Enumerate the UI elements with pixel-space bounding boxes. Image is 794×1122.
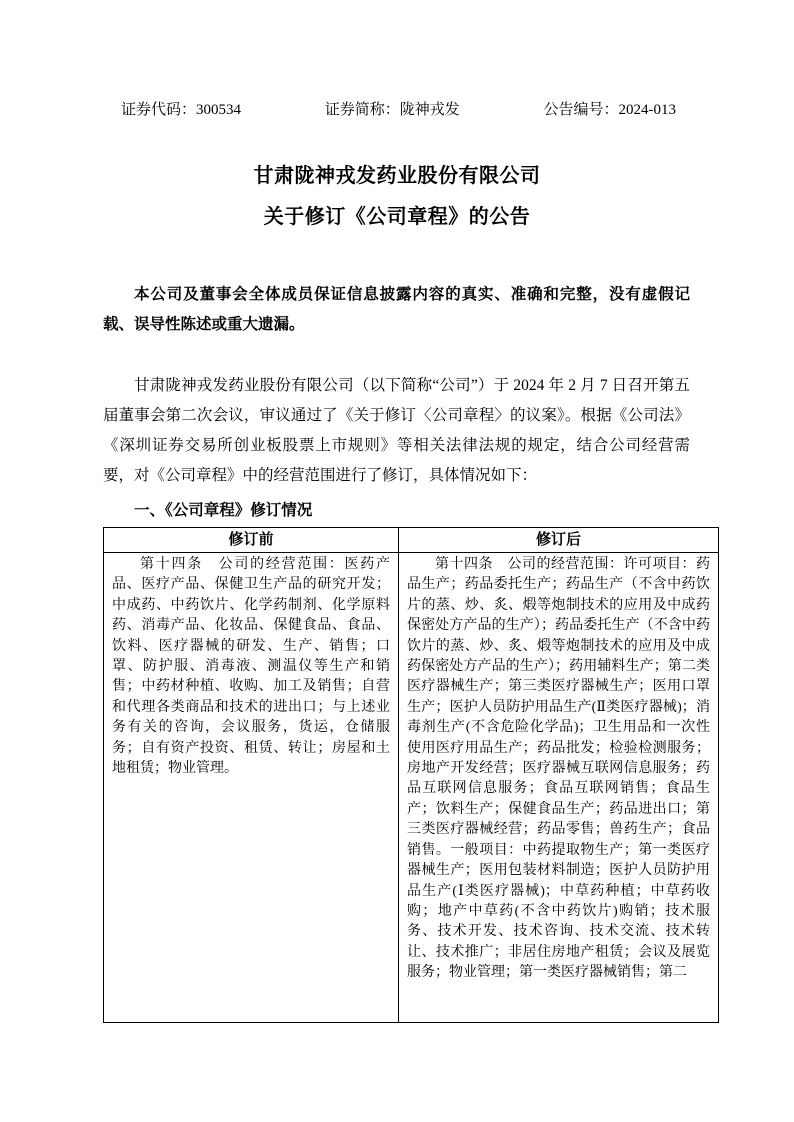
business-scope-after: 第十四条 公司的经营范围：许可项目：药品生产；药品委托生产；药品生产（不含中药饮片的蒸、炒、炙、煅等炮制技术的应用及中成药保密处方产品的生产）；药品委托生产（不含中药饮片的蒸、炒、炙、煅等炮制技术的应用及中成药保密处方产品的生产）；药用辅料生产；第二类医疗器械生产；第三类医疗器械生产；医用口罩生产；医护人员防护用品生产(Ⅱ类医疗器械)；消毒剂生产(不含危险化学品)；卫生用品和一次性使用医疗用品生产；药品批发；检验检测服务；房地产开发经营；医疗器械互联网信息服务；药品互联网信息服务；食品互联网销售；食品生产；饮料生产；保健食品生产；药品进出口；第三类医疗器械经营；药品零售；兽药生产；食品销售。一般项目：中药提取物生产；第一类医疗器械生产；医用包装材料制造；医护人员防护用品生产(Ⅰ类医疗器械)；中草药种植；中草药收购；地产中草药(不含中药饮片)购销；技术服务、技术开发、技术咨询、技术交流、技术转让、技术推广；非居住房地产租赁；会议及展览服务；物业管理；第一类医疗器械销售；第二 <box>407 557 710 981</box>
column-header-after: 修订后 <box>399 528 719 553</box>
truthfulness-statement: 本公司及董事会全体成员保证信息披露内容的真实、准确和完整，没有虚假记载、误导性陈述或重大遗漏。 <box>103 286 690 333</box>
document-header <box>121 101 676 120</box>
business-scope-before: 第十四条 公司的经营范围：医药产品、医疗产品、保健卫生产品的研究开发；中成药、中药饮片、化学药制剂、化学原料药、消毒产品、化妆品、保健食品、食品、饮料、医疗器械的研发、生产、销售；口罩、防护服、消毒液、测温仪等生产和销售；中药材种植、收购、加工及销售；自营和代理各类商品和技术的进出口；与上述业务有关的咨询，会议服务，货运，仓储服务；自有资产投资、租赁、转让；房屋和土地租赁；物业管理。 <box>112 557 390 777</box>
announcement-number: 公告编号：2024-013 <box>543 102 676 118</box>
table-header-row <box>104 528 719 553</box>
cell-before <box>104 553 399 1023</box>
revision-table <box>103 527 719 1023</box>
table-row <box>104 553 719 1023</box>
intro-paragraph: 甘肃陇神戎发药业股份有限公司（以下简称“公司”）于 2024 年 2 月 7 日召开第五届董事会第二次会议，审议通过了《关于修订〈公司章程〉的议案》。根据《公司法》《深圳证券交易所创业板股票上市规则》等相关法律法规的规定，结合公司经营需要，对《公司章程》中的经营范围进行了修订，具体情况如下： <box>103 377 690 484</box>
announcement-title: 关于修订《公司章程》的公告 <box>263 206 531 228</box>
cell-after <box>399 553 719 1023</box>
company-title: 甘肃陇神戎发药业股份有限公司 <box>253 165 541 187</box>
section-heading: 一、《公司章程》修订情况 <box>134 502 313 519</box>
stock-code: 证券代码：300534 <box>121 102 242 118</box>
stock-name: 证券简称：陇神戎发 <box>324 102 460 118</box>
column-header-before: 修订前 <box>104 528 399 553</box>
